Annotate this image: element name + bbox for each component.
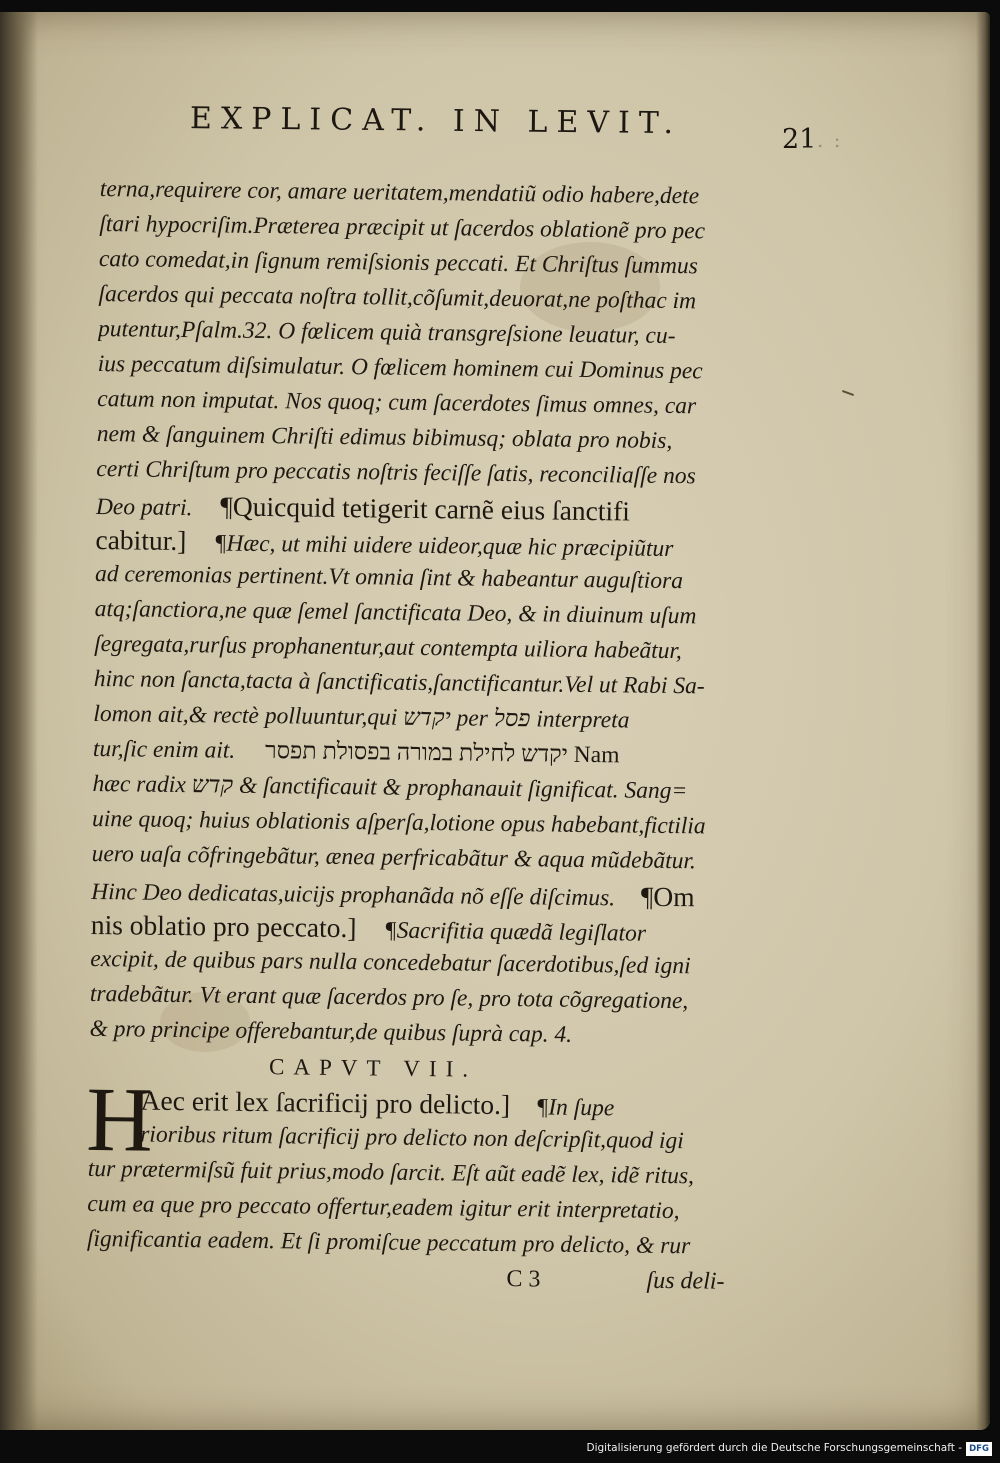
text-line: uine quoq; huius oblationis aſperſa,lotione opus habebant,fictilia — [91, 805, 706, 840]
drop-cap: H — [85, 1067, 154, 1171]
catchword: ſus deli- — [646, 1267, 725, 1295]
text-line: ſignificantia eadem. Et ſi promiſcue peccatum pro delicto, & rur — [86, 1225, 691, 1260]
dfg-logo: DFG — [966, 1442, 992, 1456]
text-line: tur prӕtermiſsũ fuit prius,modo ſarcit. Eſt aũt eadẽ lex, idẽ ritus, — [87, 1155, 695, 1190]
signature-mark: C 3 — [506, 1266, 541, 1293]
running-head: EXPLICAT. IN LEVIT. — [189, 101, 683, 142]
text-run: Hinc Deo dedicatas,uicijs prophanãda nõ eſſe diſcimus. — [91, 878, 616, 912]
folio-marks: . : — [817, 128, 843, 152]
text-line: uero uaſa cõfringebãtur, ӕnea perfricabãtur & aqua mũdebãtur. — [91, 840, 697, 875]
text-line: ſtari hypocriſim.Prӕterea prӕcipit ut ſacerdos oblationẽ pro pec — [99, 210, 706, 245]
book-page — [0, 12, 990, 1430]
text-run: ¶Hӕc, ut mihi uidere uideor,quӕ hic prӕcipiũtur — [214, 530, 674, 563]
text-line: ad ceremonias pertinent.Vt omnia ſint & habeantur auguſtiora — [94, 560, 684, 595]
text-line: certi Chriſtum pro peccatis noſtris feciſſe ſatis, reconciliaſſe nos — [96, 455, 696, 490]
lemma-heading: ¶Om — [640, 880, 695, 913]
text-line: excipit, de quibus pars nulla concedebatur ſacerdotibus,ſed igni — [90, 945, 691, 980]
lemma-heading: nis oblatio pro peccato.] — [90, 908, 357, 944]
text-line: terna,requirere cor, amare ueritatem,mendatiũ odio habere,dete — [99, 175, 700, 210]
text-line: cum ea que pro peccato offertur,eadem igitur erit interpretatio, — [87, 1190, 680, 1225]
text-line-hebrew: lomon ait,& rectè polluuntur,qui יקדש per פסל interpreta — [93, 700, 630, 734]
page-number: 21 — [782, 124, 817, 155]
text-run: Deo patri. — [95, 493, 193, 522]
lemma-heading: cabitur.] — [95, 523, 187, 557]
lemma-heading: ¶Quicquid tetigerit carnẽ eius ſanctifi — [220, 490, 631, 527]
text-line: & pro principe offerebantur,de quibus ſuprà cap. 4. — [89, 1015, 573, 1048]
margin-mark — [842, 390, 854, 396]
text-run: ¶Sacrifitia quӕdã legiſlator — [384, 917, 647, 947]
lemma-heading: Aec erit lex ſacrificij pro delicto.] — [140, 1084, 511, 1121]
funding-credit: Digitalisierung gefördert durch die Deutsche Forschungsgemeinschaft - — [586, 1442, 962, 1454]
text-run: ¶In ſupe — [535, 1094, 615, 1122]
text-line-hebrew: hӕc radix קדש & ſanctificauit & prophanauit ſignificat. Sang= — [92, 770, 688, 805]
text-line: rioribus ritum ſacrificij pro delicto non deſcripſit,quod igi — [140, 1121, 684, 1155]
text-line: ſacerdos qui peccata noſtra tollit,cõſumit,deuorat,ne poſthac im — [98, 280, 697, 315]
text-line: hinc non ſancta,tacta à ſanctificatis,ſanctificantur.Vel ut Rabi Sa- — [93, 665, 705, 700]
text-line: cato comedat,in ſignum remiſsionis peccati. Et Chriſtus ſummus — [98, 245, 699, 280]
signature-line — [86, 1257, 751, 1300]
text-line: atq;ſanctiora,ne quӕ ſemel ſanctificata Deo, & in diuinum uſum — [94, 595, 697, 630]
text-line: ſegregata,rurſus prophanentur,aut contempta uiliora habeãtur, — [94, 630, 683, 665]
text-block — [86, 172, 765, 1300]
text-run: tur,ſic enim ait. — [92, 735, 236, 764]
chapter-heading: CAPVT VII. — [268, 1054, 478, 1082]
hebrew-quote: יקדש לחילת במורה בפסולת תפסר Nam — [264, 738, 620, 769]
text-line: tradebãtur. Vt erant quӕ ſacerdos pro ſe, pro tota cõgregatione, — [89, 980, 689, 1015]
text-line: nem & ſanguinem Chriſti edimus bibimusq; oblata pro nobis, — [96, 420, 673, 455]
text-line: catum non imputat. Nos quoq; cum ſacerdotes ſimus omnes, car — [97, 385, 697, 420]
text-line: putentur,Pſalm.32. O fœlicem quià transgreſsione leuatur, cu- — [97, 315, 676, 350]
text-line: ius peccatum diſsimulatur. O fœlicem hominem cui Dominus pec — [97, 350, 703, 385]
footer-bar — [0, 1430, 1000, 1463]
